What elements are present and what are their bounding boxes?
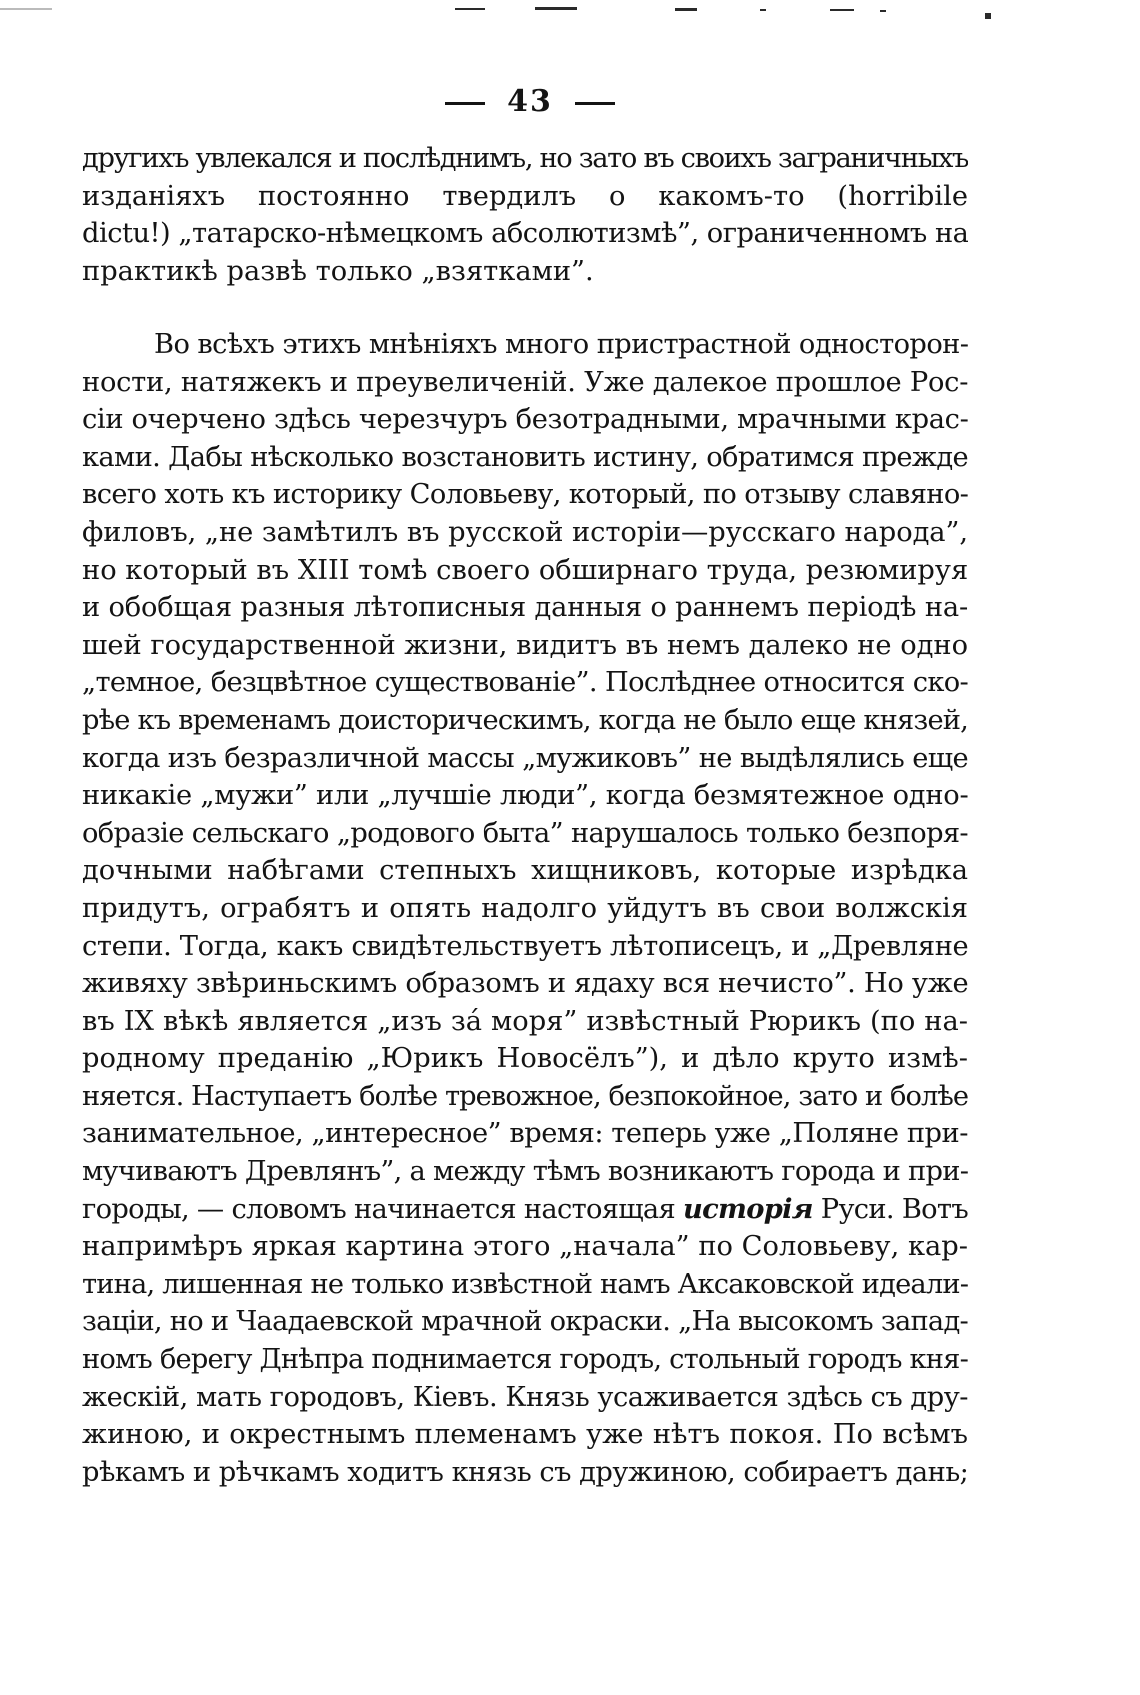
paragraph-2 <box>82 326 968 1491</box>
text-line-with-italic <box>82 1191 968 1229</box>
text-line: занимательное, „интересное” время: теперь уже „Поляне при- <box>82 1118 968 1150</box>
scan-edge-marks <box>0 0 1140 30</box>
text-segment: Руси. Вотъ <box>812 1193 968 1225</box>
text-line: степи. Тогда, какъ свидѣтельствуетъ лѣтописецъ, и „Древляне <box>82 930 968 962</box>
text-line: придутъ, ограбятъ и опять надолго уйдутъ въ свои волжскія <box>82 892 968 924</box>
text-line: напримѣръ яркая картина этого „начала” по Соловьеву, кар- <box>82 1231 968 1263</box>
page-number <box>0 84 1100 119</box>
text-line: рѣе къ временамъ доисторическимъ, когда не было еще князей, <box>82 704 968 736</box>
text-line: изданіяхъ постоянно твердилъ о какомъ-то (horribile <box>82 180 968 212</box>
text-line: филовъ, „не замѣтилъ въ русской исторіи—русскаго народа”, <box>82 516 968 548</box>
text-line: жиною, и окрестнымъ племенамъ уже нѣтъ покоя. По всѣмъ <box>82 1419 968 1451</box>
text-line: няется. Наступаетъ болѣе тревожное, безпокойное, зато и болѣе <box>82 1080 968 1112</box>
text-line: и обобщая разныя лѣтописныя данныя о раннемъ періодѣ на- <box>82 592 968 624</box>
text-segment: городы, — словомъ начинается настоящая <box>82 1193 683 1225</box>
text-line: но который въ XIII томѣ своего обширнаго труда, резюмируя <box>82 554 968 586</box>
text-line: родному преданію „Юрикъ Новосёлъ”), и дѣло круто измѣ- <box>82 1043 968 1075</box>
text-line: заціи, но и Чаадаевской мрачной окраски. „На высокомъ запад- <box>82 1306 968 1338</box>
text-line: мучиваютъ Древлянъ”, а между тѣмъ возникаютъ города и при- <box>82 1156 968 1188</box>
page-number-left-dash <box>445 102 485 105</box>
page-number-right-dash <box>575 102 615 105</box>
text-line: всего хоть къ историку Соловьеву, который, по отзыву славяно- <box>82 479 968 511</box>
text-line: жескій, мать городовъ, Кіевъ. Князь усаживается здѣсь съ дру- <box>82 1381 968 1413</box>
italic-word: исторія <box>682 1192 813 1225</box>
text-line: когда изъ безразличной массы „мужиковъ” не выдѣлялись еще <box>82 742 968 774</box>
text-line: ности, натяжекъ и преувеличеній. Уже далекое прошлое Рос- <box>82 366 968 398</box>
text-line: „темное, безцвѣтное существованіе”. Послѣднее относится ско- <box>82 667 968 699</box>
text-line: dictu!) „татарско-нѣмецкомъ абсолютизмѣ”, ограниченномъ на <box>82 218 968 250</box>
text-line: тина, лишенная не только извѣстной намъ Аксаковской идеали- <box>82 1268 968 1300</box>
text-line: шей государственной жизни, видитъ въ немъ далеко не одно <box>82 629 968 661</box>
text-line: дочными набѣгами степныхъ хищниковъ, которые изрѣдка <box>82 855 968 887</box>
text-line: никакіе „мужи” или „лучшіе люди”, когда безмятежное одно- <box>82 780 968 812</box>
text-line: сіи очерчено здѣсь черезчуръ безотрадными, мрачными крас- <box>82 404 968 436</box>
text-line: образіе сельскаго „родового быта” нарушалось только безпоря- <box>82 817 968 849</box>
text-line: въ IX вѣкѣ является „изъ за́ моря” извѣстный Рюрикъ (по на- <box>82 1005 968 1037</box>
text-line: практикѣ развѣ только „взятками”. <box>82 255 594 287</box>
text-line: рѣкамъ и рѣчкамъ ходитъ князь съ дружиною, собираетъ дань; <box>82 1456 968 1488</box>
text-line: Во всѣхъ этихъ мнѣніяхъ много пристрастной односторон- <box>154 329 968 360</box>
paragraph-1 <box>82 140 968 290</box>
text-line: номъ берегу Днѣпра поднимается городъ, стольный городъ кня- <box>82 1344 968 1376</box>
text-line: ками. Дабы нѣсколько возстановить истину, обратимся прежде <box>82 441 968 473</box>
text-line: другихъ увлекался и послѣднимъ, но зато въ своихъ заграничныхъ <box>82 143 968 174</box>
page-number-value: 43 <box>507 84 553 119</box>
text-line: живяху звѣриньскимъ образомъ и ядаху вся нечисто”. Но уже <box>82 968 968 1000</box>
